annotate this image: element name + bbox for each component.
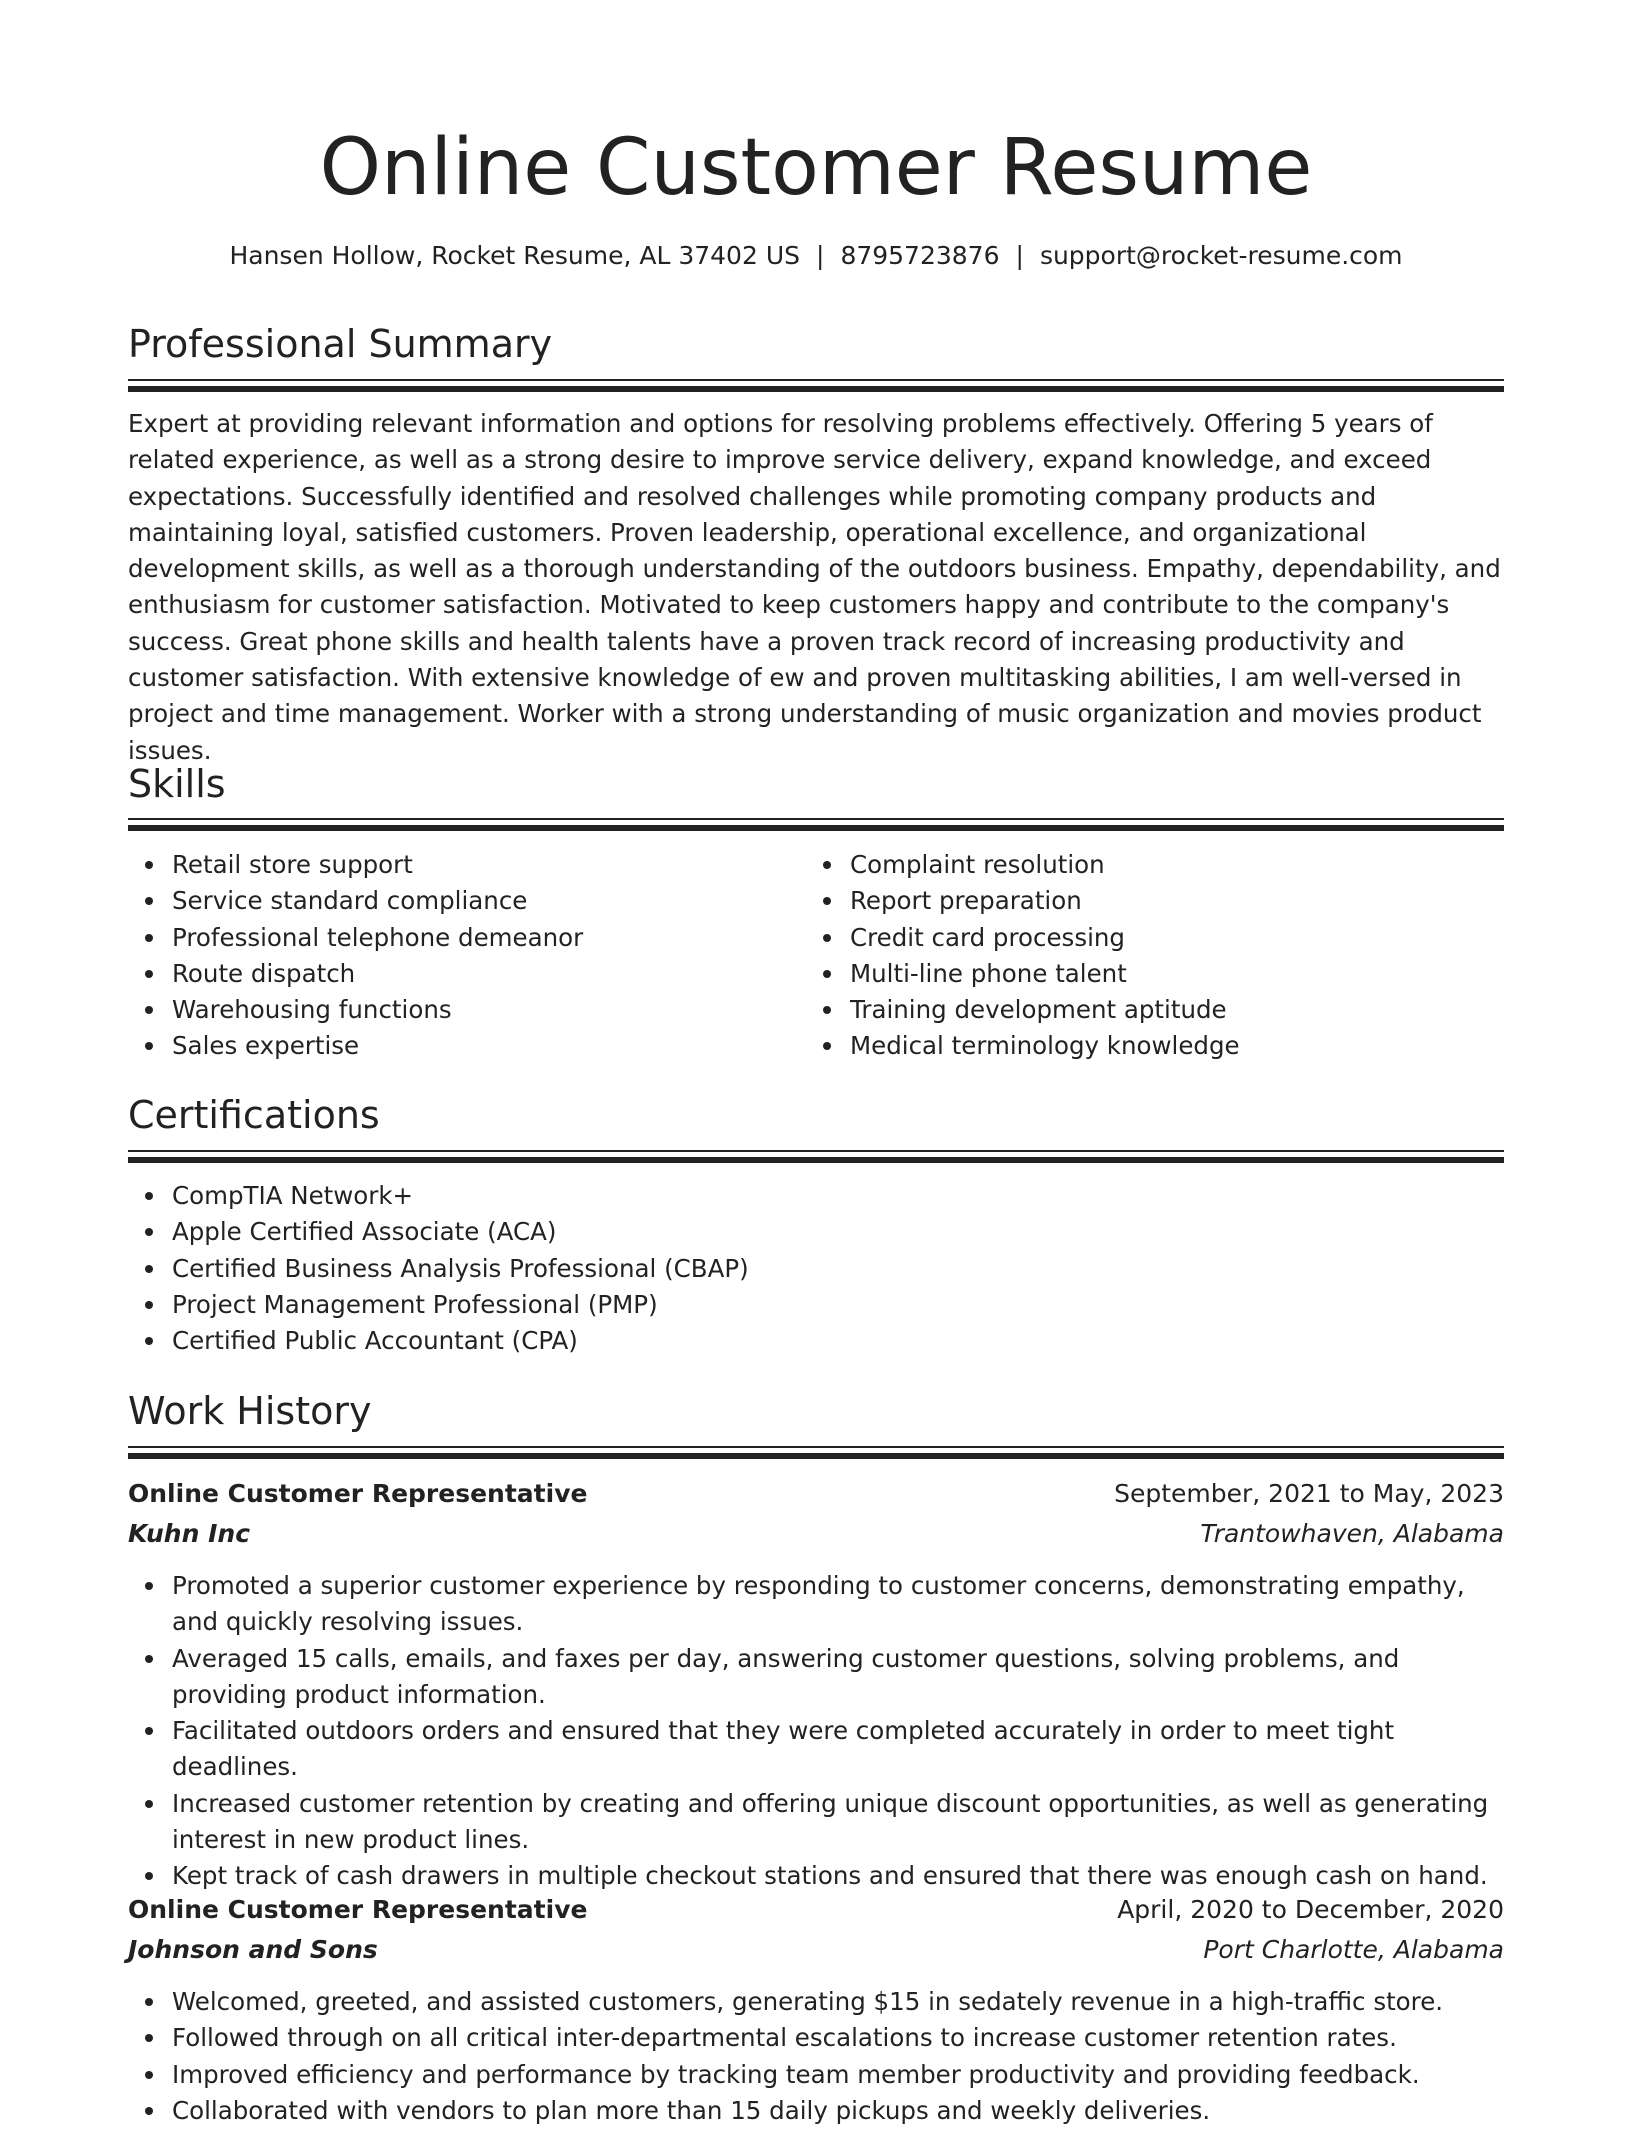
job-bullets	[128, 1568, 1504, 1895]
skill-item: Service standard compliance	[172, 883, 808, 919]
job-bullet: Kept track of cash drawers in multiple checkout stations and ensured that there was enough cash on hand.	[172, 1858, 1504, 1894]
job-dates: April, 2020 to December, 2020	[1117, 1895, 1504, 1924]
certifications-block	[128, 1178, 1504, 1359]
skill-item: Credit card processing	[850, 920, 1486, 956]
job-location: Trantowhaven, Alabama	[1200, 1519, 1504, 1548]
skill-item: Medical terminology knowledge	[850, 1028, 1486, 1064]
certification-item: Project Management Professional (PMP)	[172, 1287, 1504, 1323]
contact-separator: |	[1015, 241, 1024, 270]
section-title-work-history: Work History	[128, 1389, 372, 1433]
skill-item: Sales expertise	[172, 1028, 808, 1064]
certification-item: Apple Certified Associate (ACA)	[172, 1214, 1504, 1250]
skills-list-left	[128, 847, 808, 1065]
job-dates: September, 2021 to May, 2023	[1114, 1479, 1504, 1508]
skills-column-right	[806, 847, 1486, 1065]
skills-column-left	[128, 847, 808, 1065]
section-title-certifications: Certifications	[128, 1093, 380, 1137]
job-bullet: Facilitated outdoors orders and ensured that they were completed accurately in order to meet tight deadlines.	[172, 1713, 1504, 1786]
certification-item: CompTIA Network+	[172, 1178, 1504, 1214]
section-divider	[128, 379, 1504, 391]
job-company-row	[128, 1514, 1504, 1554]
job-bullet: Promoted a superior customer experience by responding to customer concerns, demonstrating empathy, and quickly resolving issues.	[172, 1568, 1504, 1641]
job-location: Port Charlotte, Alabama	[1203, 1935, 1504, 1964]
job-title: Online Customer Representative	[128, 1479, 588, 1508]
contact-email: support@rocket-resume.com	[1039, 241, 1403, 270]
section-divider	[128, 1150, 1504, 1162]
skill-item: Multi-line phone talent	[850, 956, 1486, 992]
section-title-skills: Skills	[128, 762, 226, 806]
skill-item: Warehousing functions	[172, 992, 808, 1028]
job-bullet: Collaborated with vendors to plan more than 15 daily pickups and weekly deliveries.	[172, 2093, 1504, 2129]
job-company-row	[128, 1930, 1504, 1970]
contact-line	[128, 238, 1504, 274]
job-company: Johnson and Sons	[128, 1935, 378, 1964]
certification-item: Certified Public Accountant (CPA)	[172, 1323, 1504, 1359]
certifications-list	[128, 1178, 1504, 1359]
summary-text: Expert at providing relevant information and options for resolving problems effectively. Offering 5 years of related experience, as well as a strong desire to improve service delivery, expand knowledge, and exceed expectations. Successfully identified and resolved challenges while promoting company products and maintaining loyal, satisfied customers. Proven leadership, operational excellence, and organizational development skills, as well as a thorough understanding of the outdoors business. Empathy, dependability, and enthusiasm for customer satisfaction. Motivated to keep customers happy and contribute to the company's success. Great phone skills and health talents have a proven track record of increasing productivity and customer satisfaction. With extensive knowledge of ew and proven multitasking abilities, I am well-versed in project and time management. Worker with a strong understanding of music organization and movies product issues.	[128, 409, 1501, 765]
job-bullet: Increased customer retention by creating and offering unique discount opportunities, as well as generating interest in new product lines.	[172, 1786, 1504, 1859]
contact-address: Hansen Hollow, Rocket Resume, AL 37402 US	[229, 241, 800, 270]
job-header	[128, 1890, 1504, 1930]
skill-item: Professional telephone demeanor	[172, 920, 808, 956]
job-bullets	[128, 1984, 1504, 2129]
job-bullet: Welcomed, greeted, and assisted customers, generating $15 in sedately revenue in a high-traffic store.	[172, 1984, 1504, 2020]
contact-phone: 8795723876	[840, 241, 1000, 270]
job-bullet-list	[128, 1568, 1504, 1895]
job-bullet: Averaged 15 calls, emails, and faxes per day, answering customer questions, solving problems, and providing product information.	[172, 1641, 1504, 1714]
job-bullet-list	[128, 1984, 1504, 2129]
certification-item: Certified Business Analysis Professional (CBAP)	[172, 1251, 1504, 1287]
job-bullet: Followed through on all critical inter-departmental escalations to increase customer retention rates.	[172, 2020, 1504, 2056]
section-divider	[128, 1446, 1504, 1458]
skill-item: Report preparation	[850, 883, 1486, 919]
skill-item: Retail store support	[172, 847, 808, 883]
job-header	[128, 1474, 1504, 1514]
skills-list-right	[806, 847, 1486, 1065]
skill-item: Complaint resolution	[850, 847, 1486, 883]
skill-item: Route dispatch	[172, 956, 808, 992]
section-divider	[128, 818, 1504, 830]
job-bullet: Improved efficiency and performance by tracking team member productivity and providing feedback.	[172, 2057, 1504, 2093]
section-title-summary: Professional Summary	[128, 322, 553, 366]
resume-name: Online Customer Resume	[319, 123, 1313, 213]
contact-separator: |	[816, 241, 825, 270]
job-company: Kuhn Inc	[128, 1519, 251, 1548]
job-title: Online Customer Representative	[128, 1895, 588, 1924]
skill-item: Training development aptitude	[850, 992, 1486, 1028]
